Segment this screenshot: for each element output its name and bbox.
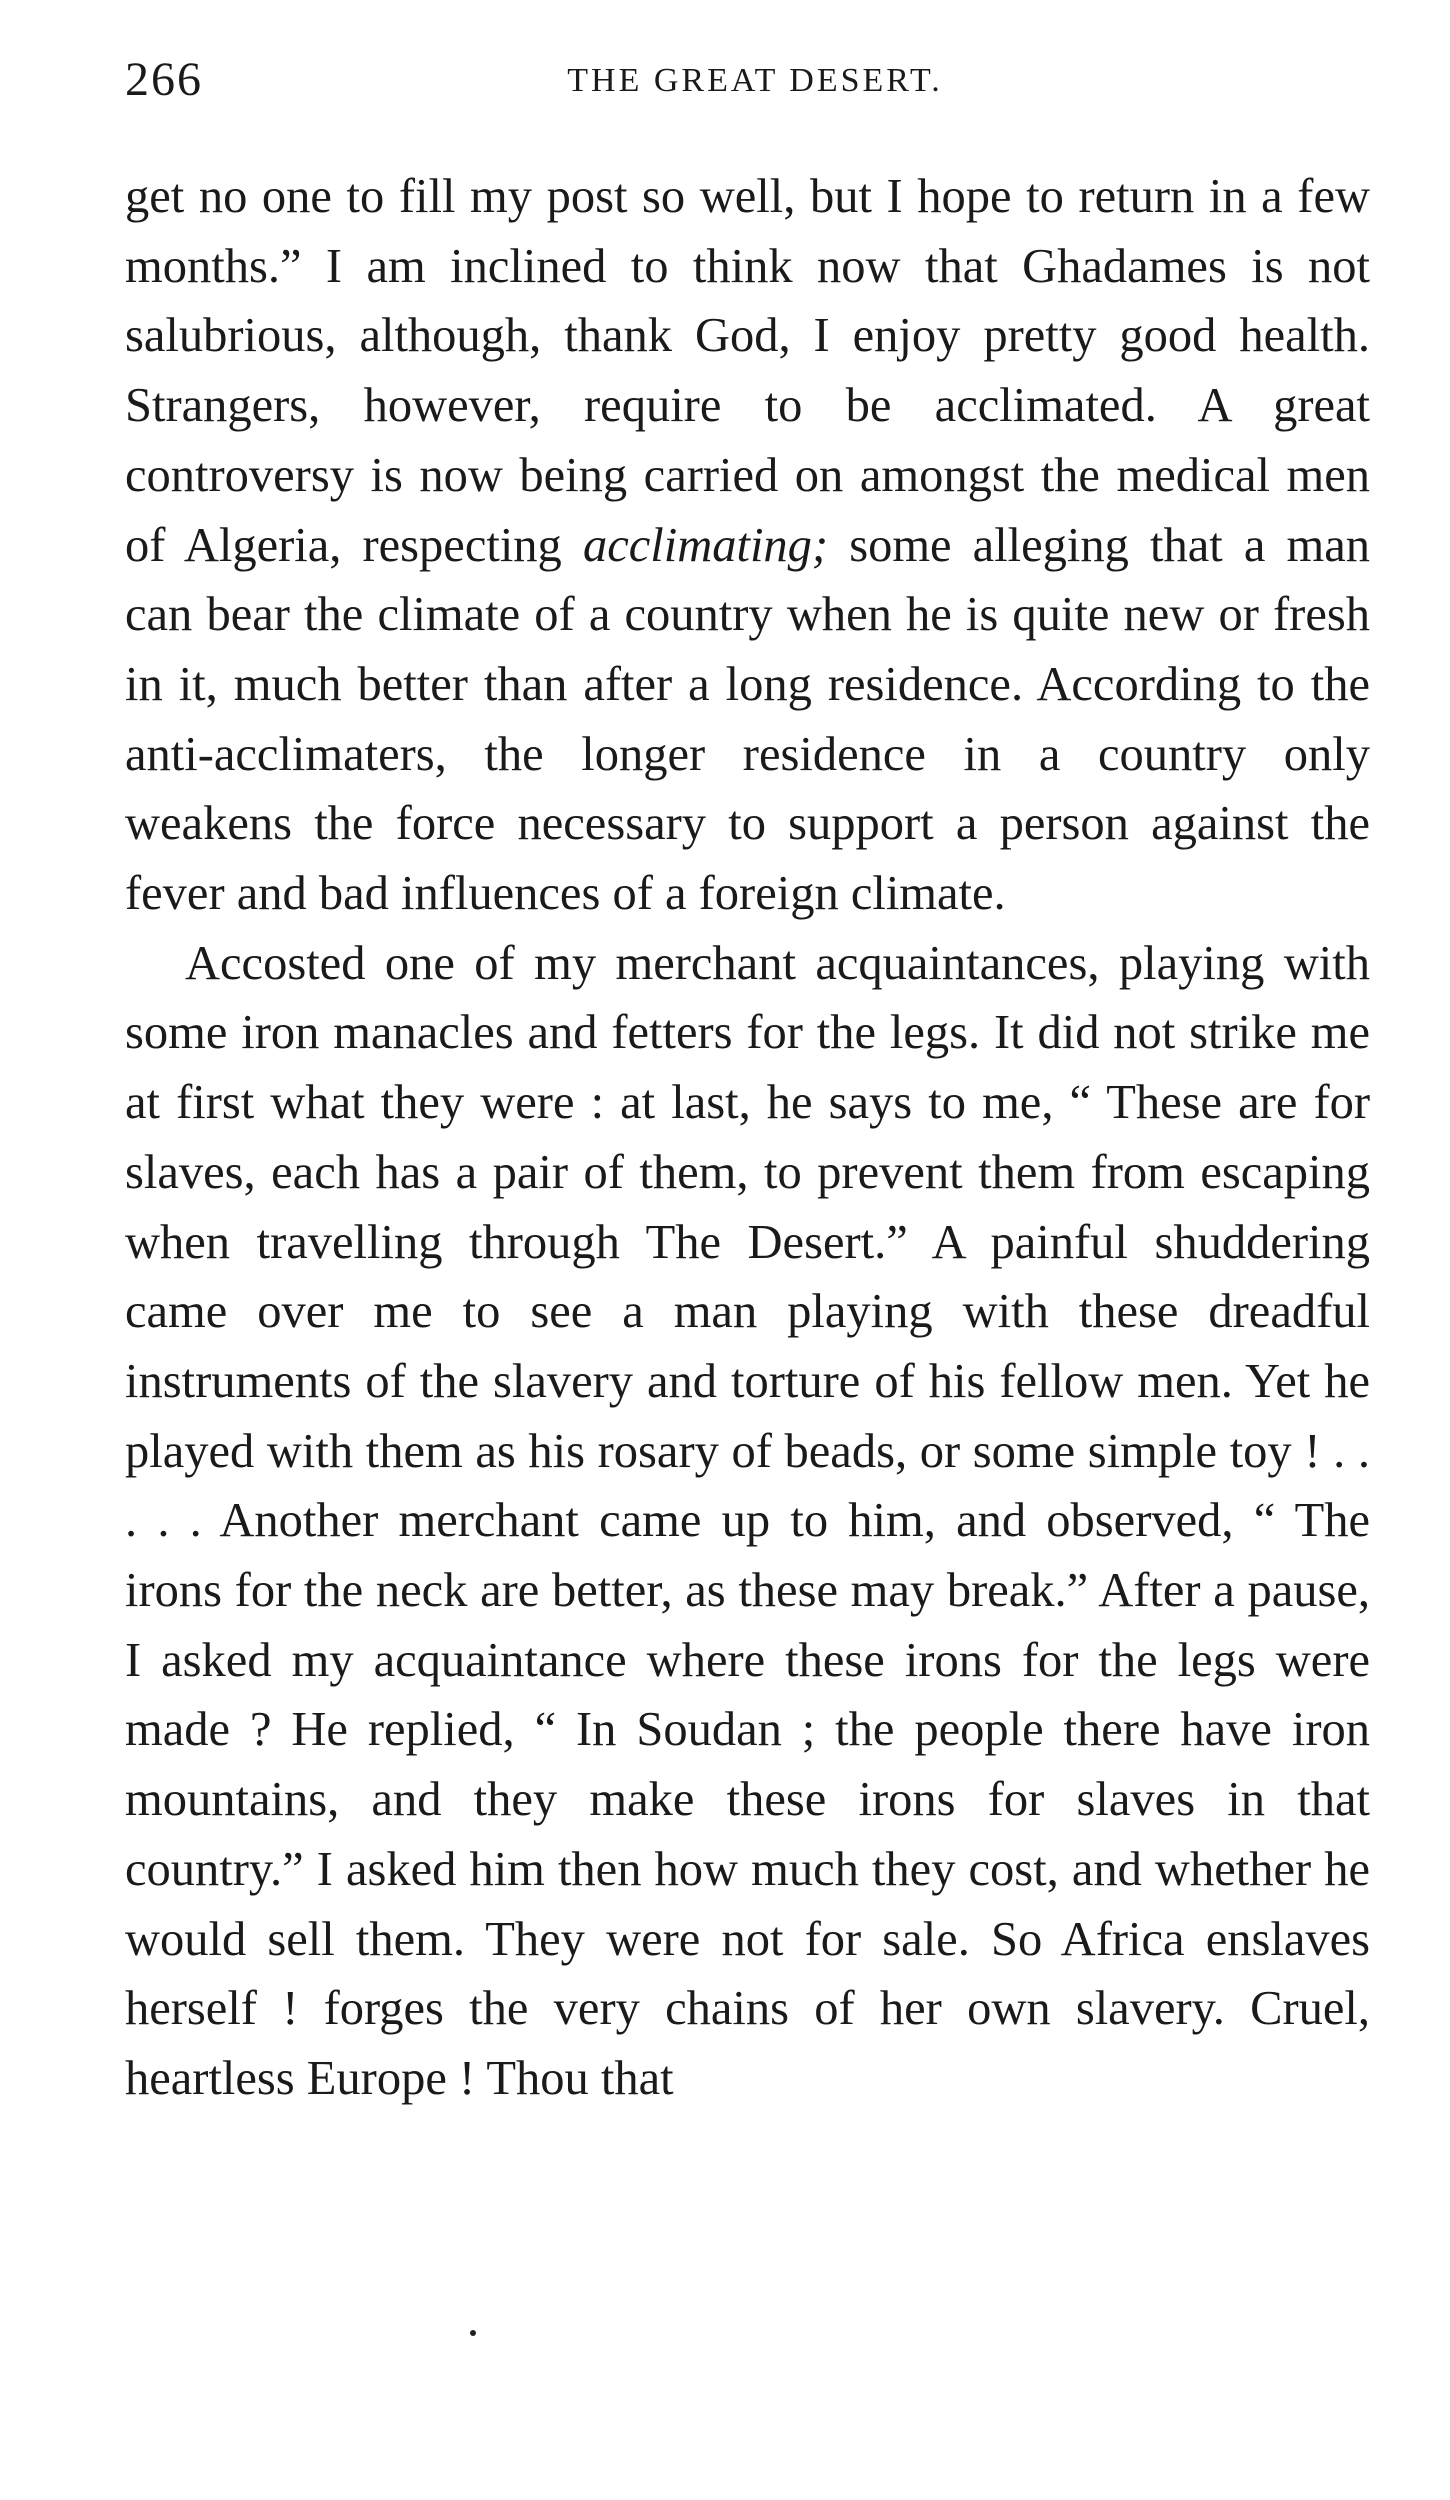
ink-speck xyxy=(470,2330,476,2336)
paragraph-2: Accosted one of my merchant acquaintances, playing with some iron manacles and fetters for the legs. It did not strike me at first what they were : at last, he says to me, “ These are for slaves, each has a pair of them, to prevent them from escaping when travelling through The Desert.” A painful shuddering came over me to see a man playing with these dreadful instruments of the slavery and torture of his fellow men. Yet he played with them as his rosary of beads, or some simple toy ! . . . . . Another merchant came up to him, and observed, “ The irons for the neck are better, as these may break.” After a pause, I asked my acquaintance where these irons for the legs were made ? He replied, “ In Soudan ; the people there have iron mountains, and they make these irons for slaves in that country.” I asked him then how much they cost, and whether he would sell them. They were not for sale. So Africa enslaves herself ! forges the very chains of her own slavery. Cruel, heartless Europe ! Thou that xyxy=(125,936,1370,2105)
italic-term: acclimating; xyxy=(582,518,829,572)
running-title: THE GREAT DESERT. xyxy=(567,62,943,99)
page-header xyxy=(125,52,1365,122)
paragraph-1 xyxy=(125,162,1370,929)
paragraph-1-text-b: some alleging that a man can bear the climate of a country when he is quite new or fresh in it, much better than after a long residence. According to the anti-acclimaters, the longer residence in a country only weakens the force necessary to support a person against the fever and bad influences of a foreign climate. xyxy=(125,518,1371,921)
paragraph-1-text-a: get no one to fill my post so well, but I hope to return in a few months.” I am inclined to think now that Ghadames is not salubrious, although, thank God, I enjoy pretty good health. Strangers, however, require to be acclimated. A great controversy is now being carried on amongst the medical men of Algeria, respecting xyxy=(125,170,1370,572)
body-text xyxy=(125,162,1370,2114)
page-number: 266 xyxy=(125,53,203,106)
